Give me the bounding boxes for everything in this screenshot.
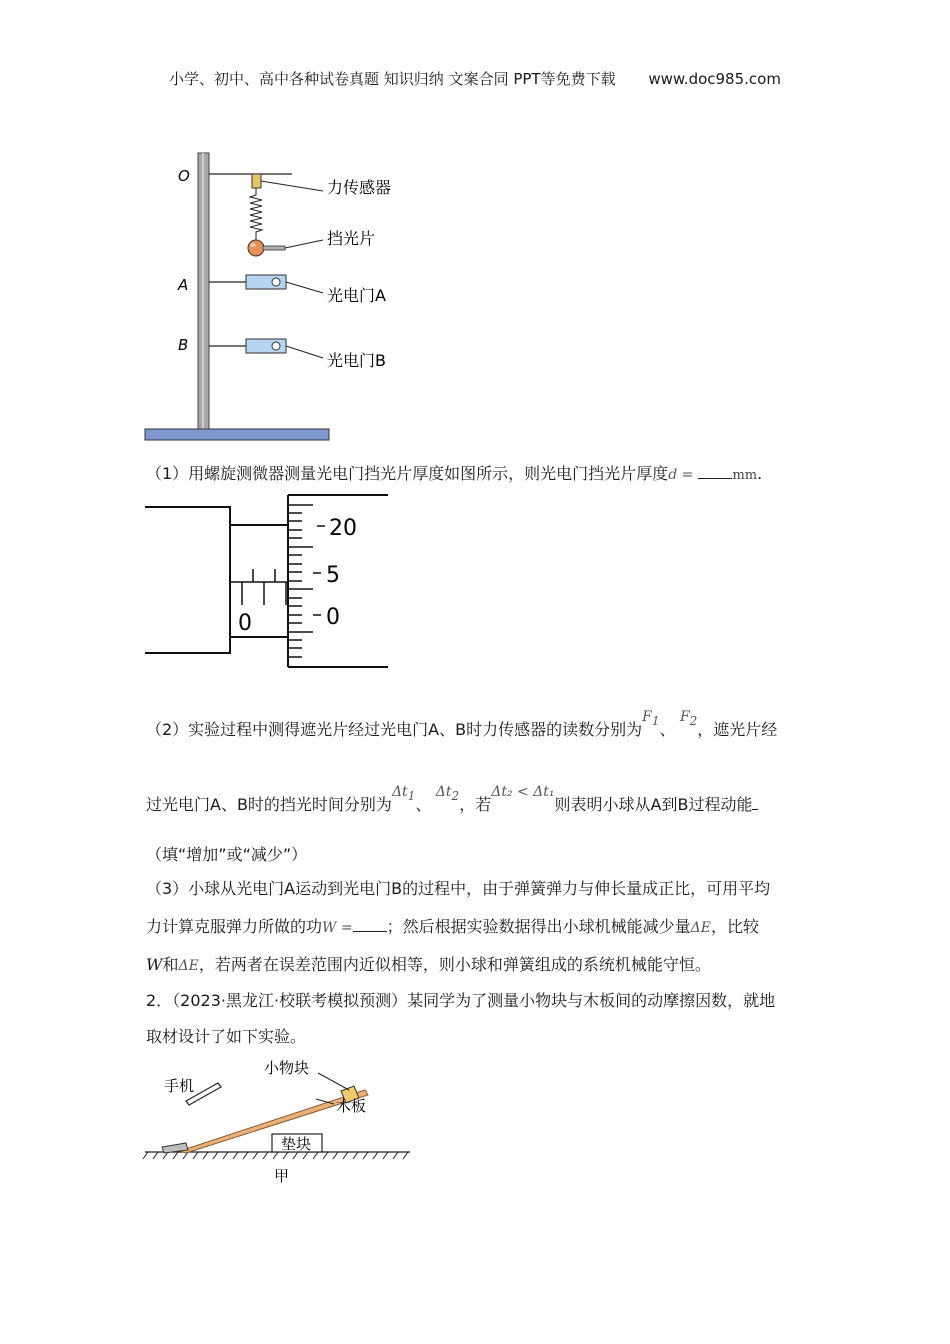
q2-dt2: $\Delta t_2$ <box>435 784 460 803</box>
label-A: A <box>178 276 189 294</box>
q3-line3-a: 和 <box>162 955 179 974</box>
q2-F2: $F_2$ <box>679 709 698 728</box>
q2-line1-text: （2）实验过程中测得遮光片经过光电门A、B时力传感器的读数分别为 <box>146 720 643 739</box>
thimble-label-0: 0 <box>326 605 340 630</box>
q1-var: d = <box>668 467 694 483</box>
q3-dE: ΔE <box>690 920 711 936</box>
q2-F1: $F_1$ <box>642 709 660 728</box>
figure-apparatus <box>140 145 440 445</box>
figure-incline <box>140 1055 420 1190</box>
q3-W-eq: W = <box>322 920 353 936</box>
label-small-block: 小物块 <box>264 1059 310 1077</box>
callout-force-sensor: 力传感器 <box>327 178 392 197</box>
q2-dt1: $\Delta t_1$ <box>391 784 416 803</box>
force-sensor <box>252 174 261 188</box>
question-next-line-2: 取材设计了如下实验。 <box>146 1027 307 1046</box>
page-header <box>0 68 950 89</box>
question-2-line-3: （填“增加”或“减少”） <box>146 845 308 864</box>
callout-gate-a: 光电门A <box>327 286 386 305</box>
thimble-label-5: 5 <box>326 563 340 588</box>
stand-base <box>145 429 329 440</box>
q1-end: . <box>757 464 763 483</box>
header-text: 小学、初中、高中各种试卷真题 知识归纳 文案合同 PPT等免费下载 <box>169 70 616 88</box>
q2-line1-end: ，遮光片经 <box>697 720 778 739</box>
question-next-line-1: 2．（2023·黑龙江·校联考模拟预测）某同学为了测量小物块与木板间的动摩擦因数，就地 <box>146 991 776 1010</box>
label-phone: 手机 <box>164 1077 195 1095</box>
q2-line2-text: 过光电门A、B时的挡光时间分别为 <box>146 795 392 814</box>
q1-answer-blank[interactable] <box>698 464 732 479</box>
q2-sep-2: 、 <box>415 795 432 814</box>
question-2-line-2 <box>146 784 758 822</box>
question-3-line-1: （3）小球从光电门A运动到光电门B的过程中，由于弹簧弹力与伸长量成正比，可用平均 <box>146 879 771 898</box>
q1-unit: mm <box>732 468 758 483</box>
label-pad: 垫块 <box>281 1135 312 1153</box>
label-B: B <box>178 336 189 354</box>
ball <box>248 240 264 256</box>
q1-text: （1）用螺旋测微器测量光电门挡光片厚度如图所示，则光电门挡光片厚度 <box>146 464 669 483</box>
q3-answer-blank[interactable] <box>353 917 387 932</box>
q2-sep-1: 、 <box>659 720 676 739</box>
header-site-link[interactable]: www.doc985.com <box>648 70 781 88</box>
q3-dE-2: ΔE <box>178 958 199 974</box>
thimble-scale <box>288 505 313 657</box>
question-1 <box>146 462 762 488</box>
sleeve-label-0: 0 <box>238 611 252 636</box>
label-O: O <box>178 167 190 185</box>
q2-answer-blank[interactable] <box>752 795 758 810</box>
ground-hatch <box>143 1152 408 1159</box>
q3-line3-b: ，若两者在误差范围内近似相等，则小球和弹簧组成的系统机械能守恒。 <box>198 955 711 974</box>
question-3-line-2 <box>146 915 759 940</box>
q3-line2-c: ，比较 <box>710 917 759 936</box>
q3-W: W <box>146 955 163 974</box>
question-2-line-1 <box>146 709 778 747</box>
q3-line2-b: ；然后根据实验数据得出小球机械能减少量 <box>386 917 691 936</box>
spring <box>250 188 262 241</box>
label-board: 木板 <box>336 1097 367 1115</box>
q2-if: ，若 <box>459 795 492 814</box>
figure-caption: 甲 <box>274 1167 290 1185</box>
q2-line2-end: 则表明小球从A到B过程动能 <box>554 795 753 814</box>
question-3-line-3 <box>146 953 711 978</box>
figure-micrometer <box>140 490 400 675</box>
thimble-label-20: 20 <box>329 516 357 541</box>
shading-plate <box>263 246 285 250</box>
callout-gate-b: 光电门B <box>327 351 386 370</box>
q2-condition: Δt₂ < Δt₁ <box>491 784 555 800</box>
q3-line2-a: 力计算克服弹力所做的功 <box>146 917 323 936</box>
callout-shading-plate: 挡光片 <box>327 229 376 248</box>
